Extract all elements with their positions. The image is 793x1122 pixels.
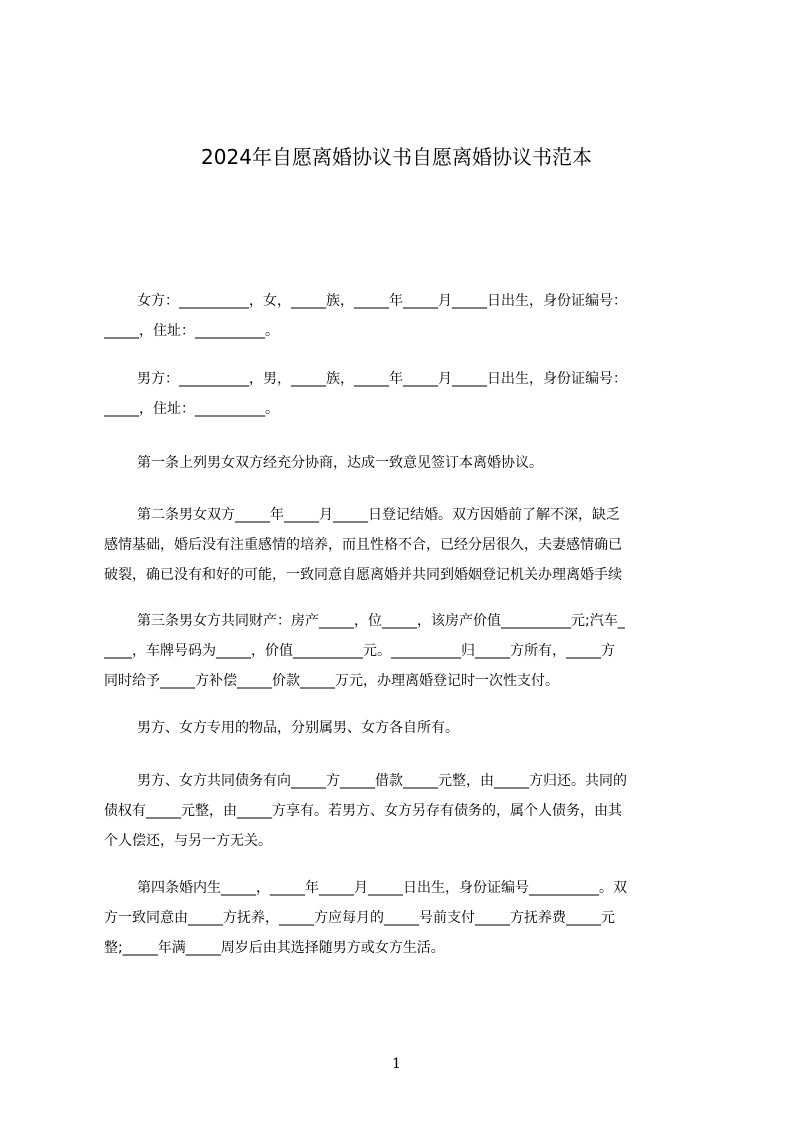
paragraph-line: _____，住址：__________。 bbox=[104, 401, 279, 417]
page-number: 1 bbox=[392, 1056, 401, 1072]
paragraph-line: 男方、女方共同债务有向_____方_____借款_____元整，由_____方归还。共同的 bbox=[137, 773, 627, 789]
paragraph-line: 整;_____年满_____周岁后由其选择随男方或女方生活。 bbox=[104, 940, 445, 956]
document-title: 2024年自愿离婚协议书自愿离婚协议书范本 bbox=[201, 145, 592, 169]
paragraph-article-4 bbox=[104, 873, 704, 963]
paragraph-line: 债权有_____元整，由_____方享有。若男方、女方另存有债务的，属个人债务，由其 bbox=[104, 803, 622, 819]
paragraph-shared-debts bbox=[104, 766, 704, 856]
paragraph-line: 男方、女方专用的物品，分别属男、女方各自所有。 bbox=[137, 720, 459, 736]
paragraph-wife-info bbox=[104, 286, 704, 346]
paragraph-line: 感情基础，婚后没有注重感情的培养，而且性格不合，已经分居很久，夫妻感情确已 bbox=[104, 537, 622, 553]
paragraph-line: 方一致同意由_____方抚养，_____方应每月的_____号前支付_____方抚养费_____元 bbox=[104, 910, 615, 926]
paragraph-line: 第一条上列男女双方经充分协商，达成一致意见签订本离婚协议。 bbox=[137, 455, 543, 471]
paragraph-line: _____，住址：__________。 bbox=[104, 323, 279, 339]
paragraph-line: ____，车牌号码为_____，价值__________元。__________归_____方所有，_____方 bbox=[104, 643, 615, 659]
paragraph-line: 女方：__________，女，_____族，_____年_____月_____日出生，身份证编号： bbox=[137, 293, 627, 309]
paragraph-personal-items bbox=[104, 713, 704, 743]
paragraph-line: 破裂，确已没有和好的可能，一致同意自愿离婚并共同到婚姻登记机关办理离婚手续 bbox=[104, 567, 622, 583]
paragraph-line: 男方：__________，男，_____族，_____年_____月_____日出生，身份证编号： bbox=[137, 371, 627, 387]
paragraph-article-2 bbox=[104, 500, 704, 590]
paragraph-husband-info bbox=[104, 364, 704, 424]
paragraph-line: 同时给予_____方补偿_____价款_____万元，办理离婚登记时一次性支付。 bbox=[104, 673, 559, 689]
paragraph-line: 第三条男女方共同财产：房产_____，位_____，该房产价值__________元;汽车_ bbox=[137, 613, 625, 629]
paragraph-line: 第四条婚内生_____，_____年_____月_____日出生，身份证编号__________。双 bbox=[137, 880, 627, 896]
paragraph-article-3 bbox=[104, 606, 704, 696]
paragraph-article-1 bbox=[104, 448, 704, 478]
paragraph-line: 个人偿还，与另一方无关。 bbox=[104, 833, 272, 849]
paragraph-line: 第二条男女双方_____年_____月_____日登记结婚。双方因婚前了解不深，缺乏 bbox=[137, 507, 620, 523]
